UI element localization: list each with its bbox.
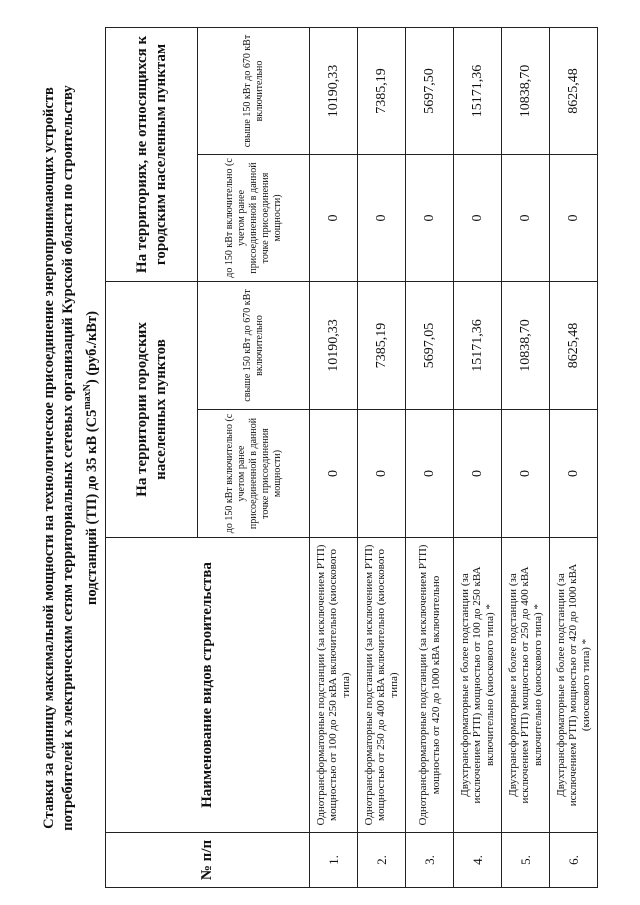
urban-over150-value: 10838,70 — [502, 281, 550, 409]
row-name: Двухтрансформаторные и более подстанции (за исключением РТП) мощностью от 250 до 400 кВА включительно (киоскового типа) * — [502, 538, 550, 833]
header-name: Наименование видов строительства — [106, 538, 310, 833]
title-line-1: Ставки за единицу максимальной мощности на технологическое присоединение энергопринимающих устройств — [41, 87, 57, 829]
urban-upto150-value: 0 — [502, 410, 550, 538]
row-number: 2. — [358, 833, 406, 888]
rural-upto150-value: 0 — [454, 154, 502, 281]
row-name: Однотрансформаторные подстанции (за исключением РТП) мощностью от 100 до 250 кВА включительно (киоскового типа) — [310, 538, 358, 833]
row-name: Двухтрансформаторные и более подстанции (за исключением РТП) мощностью от 100 до 250 кВА включительно (киоскового типа) * — [454, 538, 502, 833]
table-row — [550, 27, 598, 887]
urban-upto150-value: 0 — [406, 410, 454, 538]
urban-upto150-value: 0 — [310, 410, 358, 538]
rotated-landscape-content — [40, 28, 600, 888]
table-row — [502, 27, 550, 887]
rural-over150-value: 7385,19 — [358, 27, 406, 154]
urban-over150-value: 7385,19 — [358, 281, 406, 409]
row-number: 4. — [454, 833, 502, 888]
rates-table — [105, 27, 598, 888]
rural-upto150-value: 0 — [502, 154, 550, 281]
title-line-3-post: ) (руб./кВт) — [83, 311, 100, 385]
row-number: 5. — [502, 833, 550, 888]
rural-over150-value: 15171,36 — [454, 27, 502, 154]
row-name: Однотрансформаторные подстанции (за исключением РТП) мощностью от 420 до 1000 кВА включительно — [406, 538, 454, 833]
rural-upto150-value: 0 — [550, 154, 598, 281]
rural-upto150-value: 0 — [358, 154, 406, 281]
rural-over150-value: 8625,48 — [550, 27, 598, 154]
header-num: № п/п — [106, 833, 310, 888]
rural-over150-value: 5697,50 — [406, 27, 454, 154]
table-row — [454, 27, 502, 887]
urban-over150-value: 8625,48 — [550, 281, 598, 409]
table-row — [406, 27, 454, 887]
rural-upto150-value: 0 — [310, 154, 358, 281]
urban-over150-value: 15171,36 — [454, 281, 502, 409]
row-name: Двухтрансформаторные и более подстанции (за исключением РТП) мощностью от 420 до 1000 кВА (киоскового типа) * — [550, 538, 598, 833]
urban-over150-value: 10190,33 — [310, 281, 358, 409]
header-urban: На территории городских населенных пунктов — [106, 281, 198, 537]
header-rural: На территориях, не относящихся к городским населенным пунктам — [106, 27, 198, 281]
title-line-3 — [78, 28, 102, 888]
header-row-1 — [106, 27, 198, 887]
table-row — [358, 27, 406, 887]
row-number: 1. — [310, 833, 358, 888]
title-line-3-pre: подстанций (ТП) до 35 кВ (C5 — [83, 409, 100, 605]
header-urban-over150: свыше 150 кВт до 670 кВт включительно — [198, 281, 310, 409]
urban-over150-value: 5697,05 — [406, 281, 454, 409]
header-rural-upto150: до 150 кВт включительно (с учетом ранее присоединенной в данной точке присоединения мощности) — [198, 154, 310, 281]
title-line-2: потребителей к электрическим сетям территориальных сетевых организаций Курской области по строительству — [60, 85, 76, 831]
row-number: 6. — [550, 833, 598, 888]
header-urban-upto150: до 150 кВт включительно (с учетом ранее присоединенной в данной точке присоединения мощности) — [198, 410, 310, 538]
table-row — [310, 27, 358, 887]
rural-over150-value: 10190,33 — [310, 27, 358, 154]
row-number: 3. — [406, 833, 454, 888]
row-name: Однотрансформаторные подстанции (за исключением РТП) мощностью от 250 до 400 кВА включительно (киоскового типа) — [358, 538, 406, 833]
rural-upto150-value: 0 — [406, 154, 454, 281]
urban-upto150-value: 0 — [358, 410, 406, 538]
document-title — [40, 28, 100, 888]
header-rural-over150: свыше 150 кВт до 670 кВт включительно — [198, 27, 310, 154]
urban-upto150-value: 0 — [454, 410, 502, 538]
rural-over150-value: 10838,70 — [502, 27, 550, 154]
title-superscript: maxN — [82, 384, 93, 410]
urban-upto150-value: 0 — [550, 410, 598, 538]
